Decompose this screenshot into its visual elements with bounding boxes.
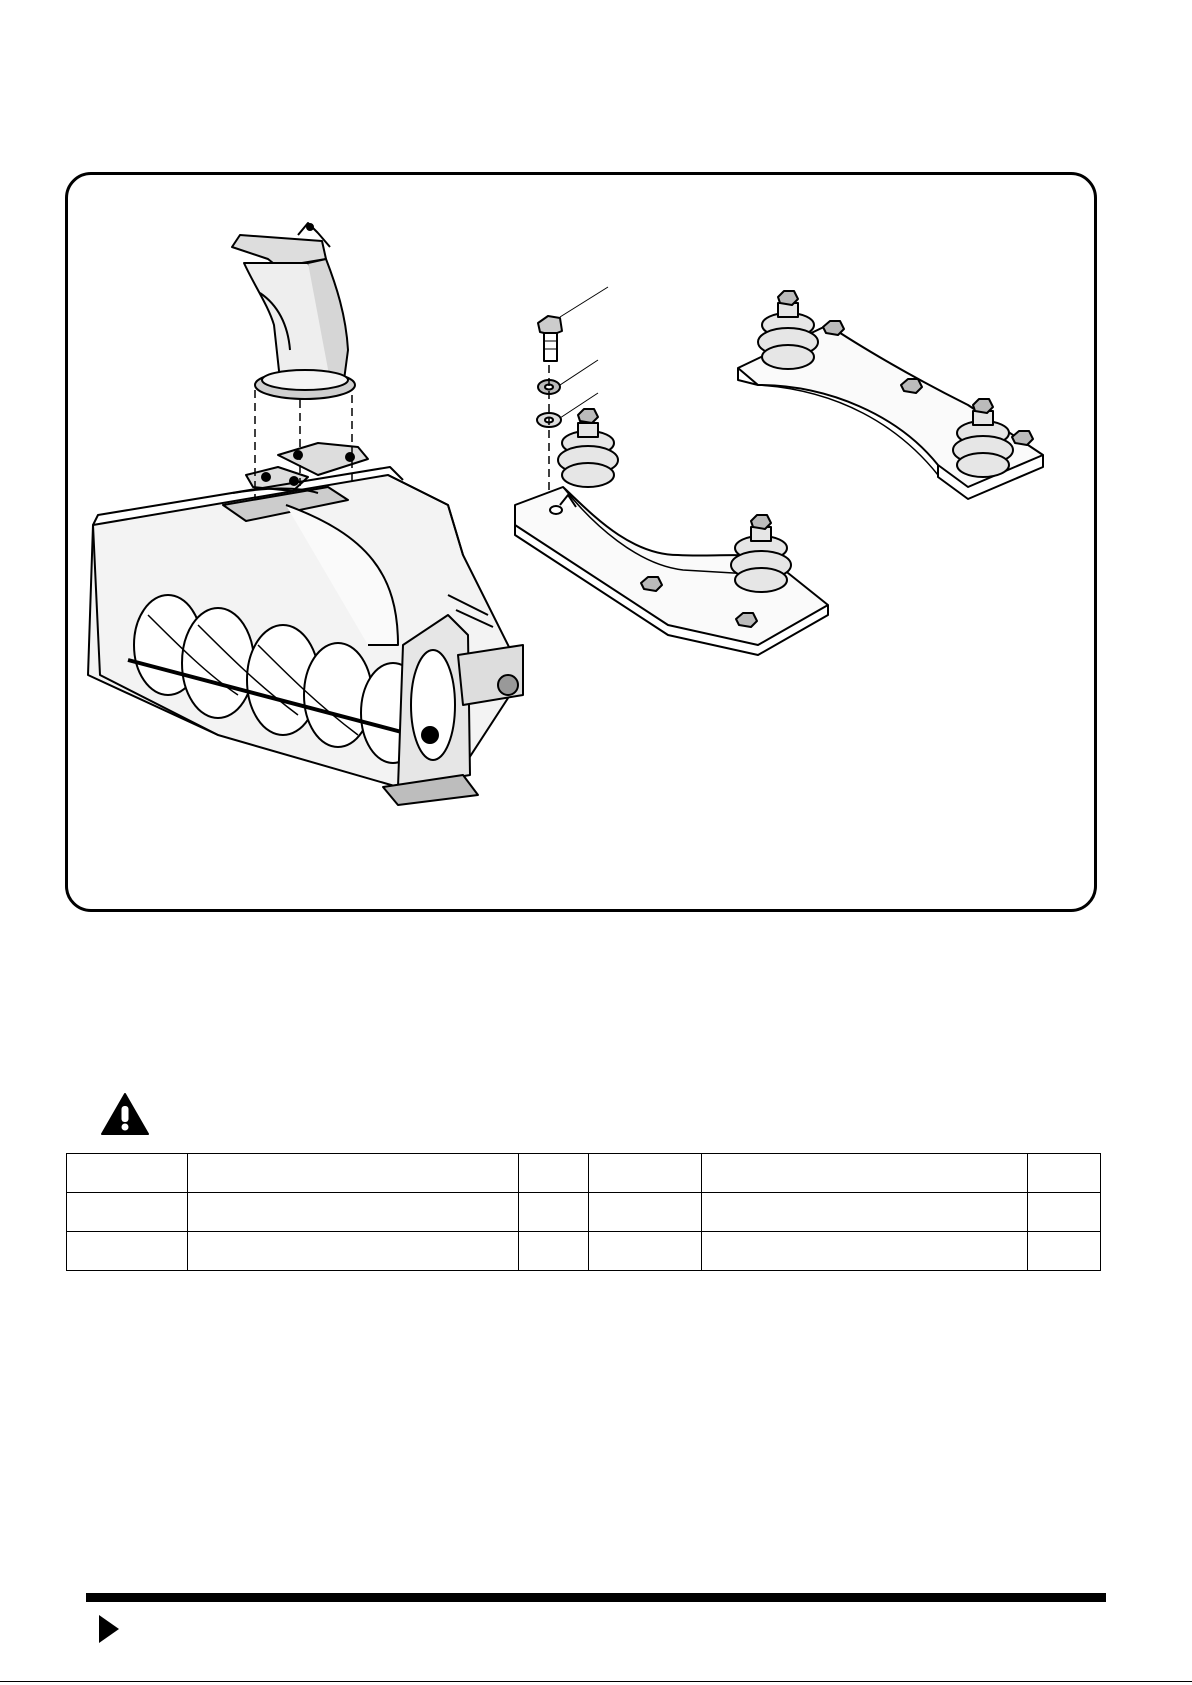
- table-row: [67, 1232, 1101, 1271]
- table-cell: [67, 1232, 188, 1271]
- table-cell: [519, 1154, 589, 1193]
- table-cell: [589, 1232, 702, 1271]
- assembly-illustration: [68, 175, 1094, 909]
- table-cell: [188, 1154, 519, 1193]
- parts-table: [66, 1153, 1101, 1271]
- warning-icon: [100, 1092, 150, 1136]
- table-cell: [67, 1154, 188, 1193]
- table-cell: [589, 1193, 702, 1232]
- table-row: [67, 1193, 1101, 1232]
- table-cell: [188, 1232, 519, 1271]
- table-cell: [519, 1232, 589, 1271]
- table-cell: [702, 1193, 1028, 1232]
- table-cell: [702, 1232, 1028, 1271]
- table-cell: [67, 1193, 188, 1232]
- triangle-arrow-icon: [98, 1614, 120, 1644]
- table-cell: [188, 1193, 519, 1232]
- table-cell: [1028, 1232, 1101, 1271]
- page-edge-line: [0, 1681, 1192, 1682]
- bolt-icon: [538, 316, 562, 361]
- skid-plate-drawing: [738, 291, 1043, 499]
- table-cell: [589, 1154, 702, 1193]
- table-cell: [1028, 1154, 1101, 1193]
- snow-blower-drawing: [88, 467, 523, 805]
- table-cell: [1028, 1193, 1101, 1232]
- table-row: [67, 1154, 1101, 1193]
- discharge-chute-drawing: [232, 223, 355, 399]
- figure-frame: [65, 172, 1097, 912]
- skid-plate-drawing: [515, 409, 828, 655]
- table-cell: [519, 1193, 589, 1232]
- table-cell: [702, 1154, 1028, 1193]
- footer-rule: [86, 1593, 1106, 1602]
